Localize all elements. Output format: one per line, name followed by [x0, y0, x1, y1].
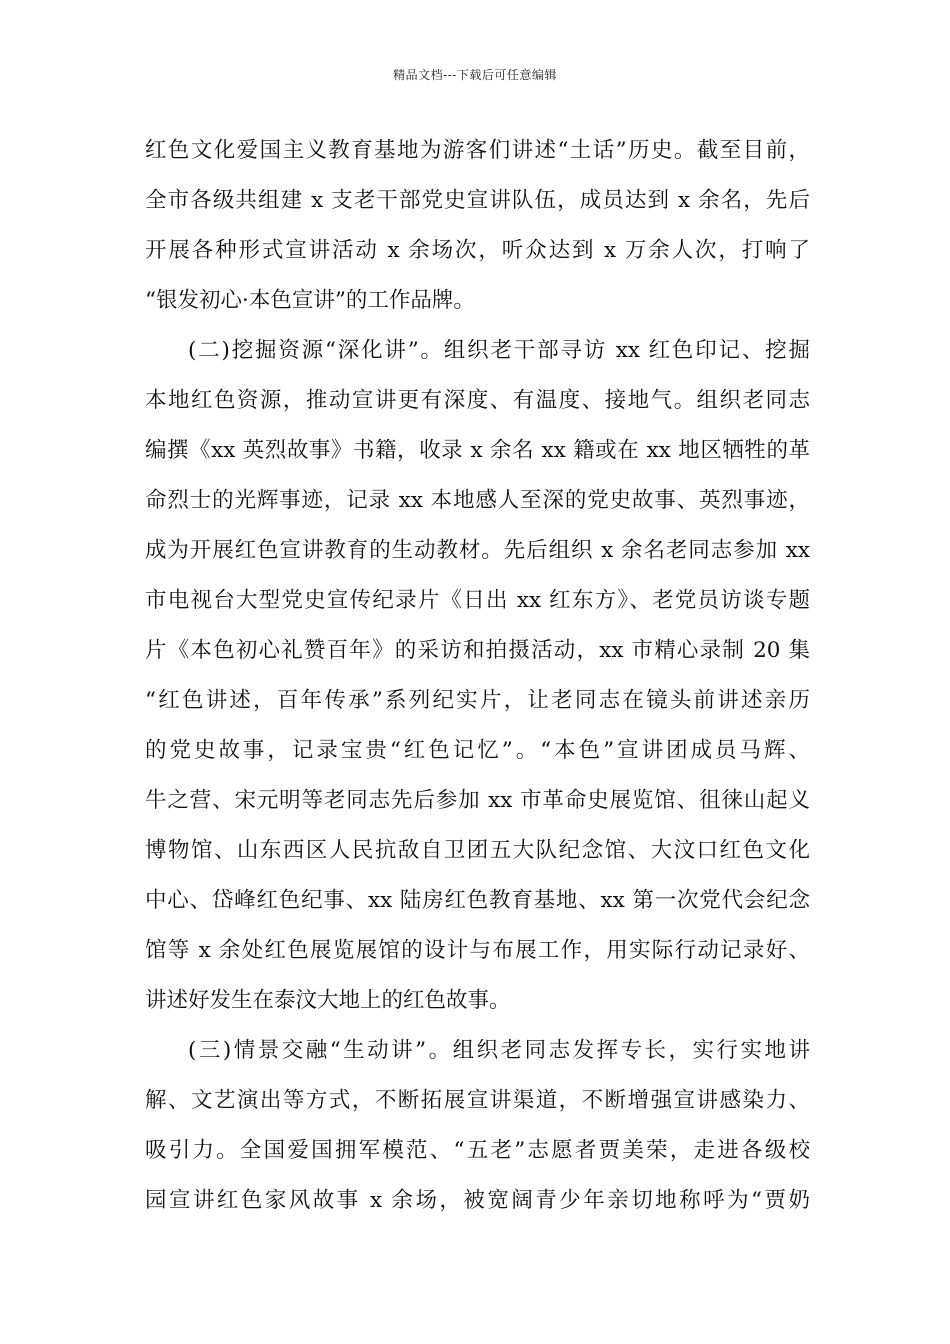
text-line: 开展各种形式宣讲活动 x 余场次，听众达到 x 万余人次，打响了	[145, 238, 810, 263]
text-line: 编撰《xx 英烈故事》书籍，收录 x 余名 xx 籍或在 xx 地区牺牲的革	[145, 438, 810, 463]
text-line: (三)情景交融“生动讲”。组织老同志发挥专长，实行实地讲	[188, 1038, 810, 1063]
page-header: 精品文档---下载后可任意编辑	[393, 68, 557, 82]
text-line: 的党史故事，记录宝贵“红色记忆”。“本色”宣讲团成员马辉、	[145, 738, 810, 763]
text-line: 吸引力。全国爱国拥军模范、“五老”志愿者贾美荣，走进各级校	[145, 1138, 810, 1163]
text-line: 馆等 x 余处红色展览展馆的设计与布展工作，用实际行动记录好、	[145, 938, 810, 963]
text-line: 本地红色资源，推动宣讲更有深度、有温度、接地气。组织老同志	[145, 388, 810, 413]
text-line: (二)挖掘资源“深化讲”。组织老干部寻访 xx 红色印记、挖掘	[188, 338, 810, 363]
text-line: 市电视台大型党史宣传纪录片《日出 xx 红东方》、老党员访谈专题	[145, 588, 810, 613]
document-body	[145, 126, 810, 1226]
text-line: 成为开展红色宣讲教育的生动教材。先后组织 x 余名老同志参加 xx	[145, 538, 810, 563]
text-line: “银发初心·本色宣讲”的工作品牌。	[145, 288, 475, 313]
text-line: 讲述好发生在泰汶大地上的红色故事。	[145, 988, 511, 1013]
text-line: 博物馆、山东西区人民抗敌自卫团五大队纪念馆、大汶口红色文化	[145, 838, 810, 863]
text-line: 牛之营、宋元明等老同志先后参加 xx 市革命史展览馆、徂徕山起义	[145, 788, 810, 813]
text-line: 解、文艺演出等方式，不断拓展宣讲渠道，不断增强宣讲感染力、	[145, 1088, 810, 1113]
text-line: 红色文化爱国主义教育基地为游客们讲述“土话”历史。截至目前，	[145, 138, 810, 163]
text-line: 园宣讲红色家风故事 x 余场，被宽阔青少年亲切地称呼为“贾奶	[145, 1188, 810, 1213]
text-line: 全市各级共组建 x 支老干部党史宣讲队伍，成员达到 x 余名，先后	[145, 188, 810, 213]
text-line: 片《本色初心礼赞百年》的采访和拍摄活动，xx 市精心录制 20 集	[145, 638, 810, 663]
text-line: 命烈士的光辉事迹，记录 xx 本地感人至深的党史故事、英烈事迹，	[145, 488, 810, 513]
text-line: 中心、岱峰红色纪事、xx 陆房红色教育基地、xx 第一次党代会纪念	[145, 888, 810, 913]
text-line: “红色讲述，百年传承”系列纪实片，让老同志在镜头前讲述亲历	[145, 688, 810, 713]
